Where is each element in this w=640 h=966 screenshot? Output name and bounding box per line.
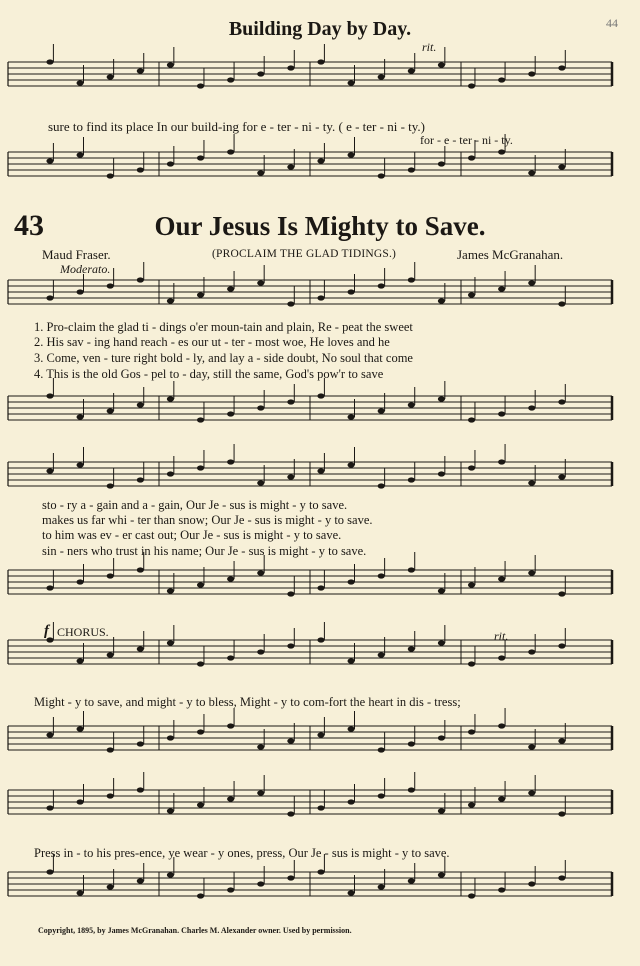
note-head [498, 286, 505, 291]
note-head [107, 173, 114, 178]
note-head [378, 173, 385, 178]
page-number: 44 [606, 16, 618, 30]
note-head [287, 399, 294, 404]
note-head [46, 869, 53, 874]
lyricist-credit: Maud Fraser. [42, 247, 111, 262]
note-head [348, 799, 355, 804]
note-head [498, 576, 505, 581]
note-head [498, 459, 505, 464]
verse-2-line-1: 2. His sav - ing hand reach - es our ut - ter - most woe, He loves and he [34, 335, 390, 349]
note-head [438, 396, 445, 401]
note-head [167, 872, 174, 877]
note-head [257, 280, 264, 285]
note-head [257, 71, 264, 76]
note-head [408, 741, 415, 746]
note-head [257, 881, 264, 886]
chorus-line-2: Press in - to his pres-ence, ye wear - y ones, press, Our Je - sus is might - y to save. [34, 846, 450, 860]
note-head [378, 573, 385, 578]
note-head [348, 414, 355, 419]
note-head [287, 474, 294, 479]
note-head [528, 170, 535, 175]
note-head [137, 878, 144, 883]
note-head [107, 283, 114, 288]
note-head [287, 65, 294, 70]
note-head [137, 68, 144, 73]
note-head [558, 811, 565, 816]
note-head [528, 480, 535, 485]
composer-credit: James McGranahan. [457, 247, 564, 262]
note-head [167, 735, 174, 740]
note-head [317, 59, 324, 64]
note-head [468, 155, 475, 160]
note-head [197, 155, 204, 160]
note-head [257, 744, 264, 749]
note-head [107, 573, 114, 578]
note-head [287, 591, 294, 596]
note-head [408, 787, 415, 792]
note-head [137, 567, 144, 572]
note-head [528, 71, 535, 76]
note-head [498, 411, 505, 416]
note-head [438, 640, 445, 645]
copyright-notice: Copyright, 1895, by James McGranahan. Charles M. Alexander owner. Used by permission. [38, 926, 352, 935]
note-head [408, 646, 415, 651]
note-head [137, 477, 144, 482]
note-head [227, 796, 234, 801]
hymn-number: 43 [14, 209, 44, 242]
note-head [408, 477, 415, 482]
note-head [558, 164, 565, 169]
note-head [317, 393, 324, 398]
note-head [408, 277, 415, 282]
note-head [287, 875, 294, 880]
tempo-marking: Moderato. [60, 262, 111, 276]
hymn-title: Our Jesus Is Mighty to Save. [154, 211, 486, 241]
note-head [498, 77, 505, 82]
note-head [46, 158, 53, 163]
note-head [77, 80, 84, 85]
note-head [287, 301, 294, 306]
note-head [378, 74, 385, 79]
previous-hymn-title: Building Day by Day. [228, 18, 412, 40]
verse-4-line-2: sin - ners who trust in his name; Our Je - sus is might - y to save. [42, 544, 367, 558]
note-head [348, 462, 355, 467]
note-head [408, 402, 415, 407]
note-head [468, 465, 475, 470]
note-head [167, 161, 174, 166]
note-head [227, 576, 234, 581]
note-head [167, 62, 174, 67]
note-head [197, 802, 204, 807]
note-head [287, 643, 294, 648]
forte-marking: f [44, 623, 49, 639]
note-head [558, 643, 565, 648]
note-head [77, 579, 84, 584]
note-head [167, 808, 174, 813]
note-head [287, 738, 294, 743]
note-head [197, 893, 204, 898]
note-head [77, 890, 84, 895]
note-head [468, 292, 475, 297]
note-head [257, 790, 264, 795]
note-head [348, 579, 355, 584]
note-head [558, 474, 565, 479]
note-head [77, 799, 84, 804]
note-head [468, 83, 475, 88]
note-head [378, 408, 385, 413]
note-head [528, 790, 535, 795]
note-head [167, 298, 174, 303]
note-head [468, 661, 475, 666]
rit-marking: rit. [422, 40, 437, 54]
note-head [498, 149, 505, 154]
note-head [468, 417, 475, 422]
note-head [46, 805, 53, 810]
note-head [438, 588, 445, 593]
note-head [227, 723, 234, 728]
note-head [468, 802, 475, 807]
note-head [167, 640, 174, 645]
note-head [197, 83, 204, 88]
note-head [498, 796, 505, 801]
note-head [107, 884, 114, 889]
note-head [77, 462, 84, 467]
note-head [317, 585, 324, 590]
note-head [197, 582, 204, 587]
note-head [227, 655, 234, 660]
note-head [528, 405, 535, 410]
note-head [378, 483, 385, 488]
note-head [107, 483, 114, 488]
verse-3-line-1: 3. Come, ven - ture right bold - ly, and lay a - side doubt, No soul that come [34, 351, 413, 365]
note-head [167, 396, 174, 401]
note-head [46, 585, 53, 590]
note-head [378, 793, 385, 798]
note-head [317, 732, 324, 737]
note-head [498, 723, 505, 728]
note-head [408, 167, 415, 172]
note-head [46, 468, 53, 473]
note-head [348, 289, 355, 294]
note-head [137, 277, 144, 282]
note-head [528, 881, 535, 886]
note-head [438, 161, 445, 166]
note-head [468, 729, 475, 734]
note-head [558, 65, 565, 70]
note-head [227, 149, 234, 154]
note-head [107, 747, 114, 752]
verse-2-line-2: makes us far whi - ter than snow; Our Je - sus is might - y to save. [42, 513, 373, 527]
hymn-subtitle: (PROCLAIM THE GLAD TIDINGS.) [212, 248, 397, 260]
note-head [528, 649, 535, 654]
note-head [227, 77, 234, 82]
chorus-label: CHORUS. [57, 625, 109, 639]
note-head [77, 726, 84, 731]
note-head [317, 869, 324, 874]
note-head [197, 292, 204, 297]
note-head [46, 393, 53, 398]
note-head [167, 588, 174, 593]
note-head [438, 808, 445, 813]
note-head [498, 887, 505, 892]
note-head [107, 793, 114, 798]
note-head [197, 417, 204, 422]
chorus-line-1: Might - y to save, and might - y to bless, Might - y to com-fort the heart in dis - tress; [34, 695, 461, 709]
note-head [137, 167, 144, 172]
note-head [528, 744, 535, 749]
note-head [227, 459, 234, 464]
chorus-rit-marking: rit. [494, 629, 509, 643]
note-head [558, 591, 565, 596]
note-head [558, 738, 565, 743]
verse-3-line-2: to him was ev - er cast out; Our Je - sus is might - y to save. [42, 528, 342, 542]
note-head [137, 402, 144, 407]
note-head [378, 884, 385, 889]
note-head [438, 735, 445, 740]
note-head [137, 787, 144, 792]
note-head [378, 283, 385, 288]
note-head [558, 301, 565, 306]
note-head [317, 158, 324, 163]
note-head [348, 726, 355, 731]
note-head [348, 890, 355, 895]
note-head [257, 570, 264, 575]
note-head [227, 887, 234, 892]
note-head [197, 661, 204, 666]
note-head [287, 811, 294, 816]
verse-1-line-2: sto - ry a - gain and a - gain, Our Je - sus is might - y to save. [42, 498, 348, 512]
verse-4-line-1: 4. This is the old Gos - pel to - day, still the same, God's pow'r to save [34, 367, 384, 381]
note-head [197, 465, 204, 470]
note-head [438, 471, 445, 476]
note-head [46, 732, 53, 737]
note-head [558, 399, 565, 404]
note-head [348, 658, 355, 663]
note-head [107, 652, 114, 657]
note-head [167, 471, 174, 476]
note-head [408, 878, 415, 883]
note-head [317, 295, 324, 300]
previous-hymn-lyric: sure to find its place In our build-ing for e - ter - ni - ty. ( e - ter - ni - ty.) [48, 119, 425, 134]
note-head [137, 741, 144, 746]
note-head [46, 295, 53, 300]
note-head [107, 408, 114, 413]
note-head [528, 570, 535, 575]
note-head [348, 80, 355, 85]
note-head [257, 170, 264, 175]
note-head [468, 893, 475, 898]
note-head [408, 567, 415, 572]
previous-hymn-lyric-lower: for - e - ter - ni - ty. [420, 133, 513, 147]
note-head [317, 637, 324, 642]
note-head [46, 59, 53, 64]
note-head [257, 405, 264, 410]
verse-1-line-1: 1. Pro-claim the glad ti - dings o'er moun-tain and plain, Re - peat the sweet [34, 320, 413, 334]
note-head [317, 805, 324, 810]
note-head [77, 152, 84, 157]
note-head [197, 729, 204, 734]
note-head [558, 875, 565, 880]
note-head [378, 652, 385, 657]
note-head [257, 649, 264, 654]
note-head [408, 68, 415, 73]
note-head [257, 480, 264, 485]
note-head [137, 646, 144, 651]
note-head [77, 658, 84, 663]
note-head [438, 872, 445, 877]
note-head [438, 298, 445, 303]
note-head [528, 280, 535, 285]
note-head [287, 164, 294, 169]
note-head [348, 152, 355, 157]
note-head [317, 468, 324, 473]
note-head [438, 62, 445, 67]
note-head [107, 74, 114, 79]
note-head [468, 582, 475, 587]
note-head [77, 289, 84, 294]
note-head [227, 411, 234, 416]
note-head [227, 286, 234, 291]
note-head [498, 655, 505, 660]
note-head [77, 414, 84, 419]
note-head [378, 747, 385, 752]
